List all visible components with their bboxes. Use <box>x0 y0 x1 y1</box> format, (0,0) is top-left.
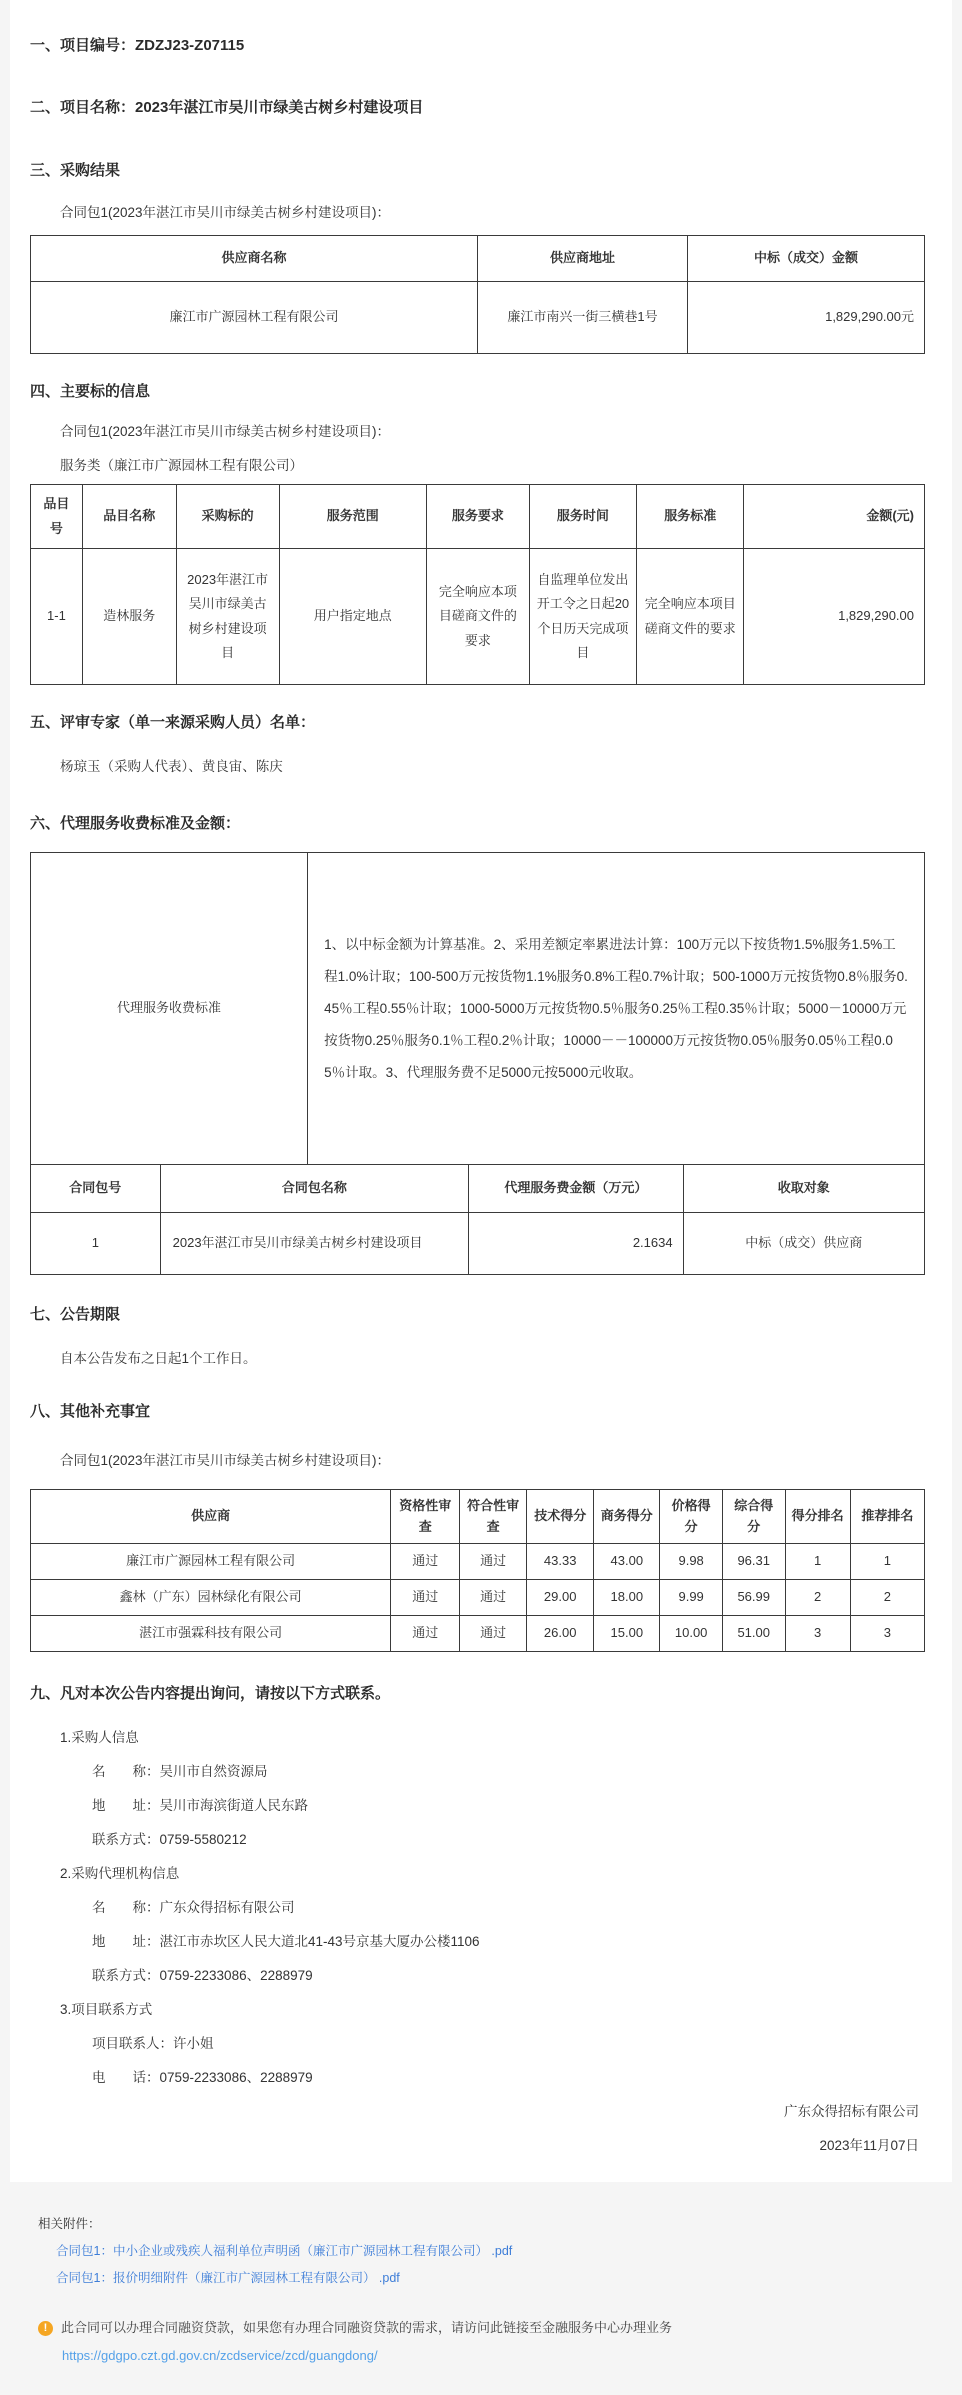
cell-supplier: 廉江市广源园林工程有限公司 <box>31 1544 391 1580</box>
cell-fee-payer: 中标（成交）供应商 <box>683 1213 924 1275</box>
cell-conformity: 通过 <box>460 1544 527 1580</box>
cell-score-rank: 3 <box>785 1616 850 1652</box>
table-row <box>31 1213 925 1275</box>
table-header-row <box>31 485 925 549</box>
cell-score-rank: 2 <box>785 1580 850 1616</box>
th-fee-amount: 代理服务费金额（万元） <box>469 1165 684 1213</box>
signature-block <box>30 2102 925 2156</box>
cell-supplier: 鑫林（广东）园林绿化有限公司 <box>31 1580 391 1616</box>
cell-technical: 43.33 <box>527 1544 594 1580</box>
cell-technical: 29.00 <box>527 1580 594 1616</box>
cell-amount: 1,829,290.00 <box>744 549 925 685</box>
th-service-standard: 服务标准 <box>637 485 744 549</box>
evaluation-table <box>30 1489 925 1652</box>
purchaser-name: 名 称：吴川市自然资源局 <box>92 1764 268 1779</box>
cell-service-standard: 完全响应本项目磋商文件的要求 <box>637 549 744 685</box>
section-heading-agency-fee: 六、代理服务收费标准及金额： <box>30 815 241 832</box>
section-heading-project-name: 二、项目名称：2023年湛江市吴川市绿美古树乡村建设项目 <box>30 99 424 116</box>
project-contact-person: 项目联系人：许小姐 <box>92 2036 214 2051</box>
cell-technical: 26.00 <box>527 1616 594 1652</box>
agency-contact: 联系方式：0759-2233086、2288979 <box>92 1968 313 1983</box>
table-row <box>31 1580 925 1616</box>
subject-table <box>30 484 925 685</box>
cell-business: 18.00 <box>594 1580 660 1616</box>
cell-package-no: 1 <box>31 1213 161 1275</box>
fee-standard-table <box>30 852 925 1165</box>
cell-fee-standard-text: 1、以中标金额为计算基准。2、采用差额定率累进法计算：100万元以下按货物1.5%服务1.5%工程1.0%计取；100-500万元按货物1.1%服务0.8%工程0.7%计取；500-1000万元按货物0.8％服务0.45％工程0.55％计取；1000-5000万元按货物0.5％服务0.25％工程0.35％计取；5000－10000万元按货物0.25％服务0.1％工程0.2％计取；10000－－100000万元按货物0.05％服务0.05％工程0.05％计取。3、代理服务费不足5000元按5000元收取。 <box>308 853 925 1165</box>
cell-recommend-rank: 1 <box>850 1544 924 1580</box>
cell-conformity: 通过 <box>460 1616 527 1652</box>
finance-notice <box>38 2319 942 2365</box>
finance-service-link[interactable]: https://gdgpo.czt.gd.gov.cn/zcdservice/zcd/guangdong/ <box>62 2348 378 2363</box>
signature-company: 广东众得招标有限公司 <box>784 2104 919 2119</box>
th-award-amount: 中标（成交）金额 <box>688 236 925 282</box>
attachment-link-quotation-pdf[interactable]: 合同包1：报价明细附件（廉江市广源园林工程有限公司） .pdf <box>56 2271 400 2285</box>
th-total-score: 综合得分 <box>722 1490 785 1544</box>
th-procurement-subject: 采购标的 <box>176 485 279 549</box>
section-heading-contact: 九、凡对本次公告内容提出询问，请按以下方式联系。 <box>30 1685 391 1702</box>
cell-recommend-rank: 3 <box>850 1616 924 1652</box>
th-service-requirement: 服务要求 <box>427 485 530 549</box>
page-footer <box>0 2182 962 2365</box>
package-line-result: 合同包1(2023年湛江市吴川市绿美古树乡村建设项目)： <box>60 205 391 220</box>
th-qualification-review: 资格性审查 <box>391 1490 460 1544</box>
table-row <box>31 1616 925 1652</box>
table-row <box>31 1544 925 1580</box>
alert-icon: ! <box>38 2321 53 2336</box>
section-heading-subject-info: 四、主要标的信息 <box>30 383 151 400</box>
attachments-label: 相关附件： <box>38 2217 101 2231</box>
th-package-no: 合同包号 <box>31 1165 161 1213</box>
section-heading-experts: 五、评审专家（单一来源采购人员）名单： <box>30 714 316 731</box>
table-row <box>31 853 925 1165</box>
cell-supplier: 湛江市强霖科技有限公司 <box>31 1616 391 1652</box>
cell-price: 10.00 <box>660 1616 723 1652</box>
section-heading-other-matters: 八、其他补充事宜 <box>30 1403 151 1420</box>
signature-date: 2023年11月07日 <box>819 2138 919 2153</box>
cell-recommend-rank: 2 <box>850 1580 924 1616</box>
section-heading-announcement-period: 七、公告期限 <box>30 1306 121 1323</box>
purchaser-address: 地 址：吴川市海滨街道人民东路 <box>92 1798 308 1813</box>
cell-business: 15.00 <box>594 1616 660 1652</box>
th-conformity-review: 符合性审查 <box>460 1490 527 1544</box>
cell-total: 56.99 <box>722 1580 785 1616</box>
cell-conformity: 通过 <box>460 1580 527 1616</box>
cell-qualification: 通过 <box>391 1544 460 1580</box>
purchaser-contact: 联系方式：0759-5580212 <box>92 1832 247 1847</box>
th-business-score: 商务得分 <box>594 1490 660 1544</box>
cell-supplier-name: 廉江市广源园林工程有限公司 <box>31 282 478 354</box>
cell-supplier-address: 廉江市南兴一街三横巷1号 <box>478 282 688 354</box>
table-header-row <box>31 1165 925 1213</box>
purchaser-info-title: 1.采购人信息 <box>60 1730 139 1745</box>
cell-qualification: 通过 <box>391 1580 460 1616</box>
th-supplier: 供应商 <box>31 1490 391 1544</box>
table-header-row <box>31 236 925 282</box>
cell-service-time: 自监理单位发出开工令之日起20个日历天完成项目 <box>529 549 636 685</box>
expert-names: 杨琼玉（采购人代表）、黄良宙、陈庆 <box>60 759 283 774</box>
agency-info-title: 2.采购代理机构信息 <box>60 1866 180 1881</box>
project-contact-phone: 电 话：0759-2233086、2288979 <box>92 2070 313 2085</box>
cell-price: 9.98 <box>660 1544 723 1580</box>
cell-procurement-subject: 2023年湛江市吴川市绿美古树乡村建设项目 <box>176 549 279 685</box>
cell-award-amount: 1,829,290.00元 <box>688 282 925 354</box>
table-header-row <box>31 1490 925 1544</box>
th-recommend-rank: 推荐排名 <box>850 1490 924 1544</box>
th-price-score: 价格得分 <box>660 1490 723 1544</box>
th-item-name: 品目名称 <box>82 485 176 549</box>
th-technical-score: 技术得分 <box>527 1490 594 1544</box>
announcement-period-text: 自本公告发布之日起1个工作日。 <box>60 1351 257 1366</box>
agency-address: 地 址：湛江市赤坎区人民大道北41-43号京基大厦办公楼1106 <box>92 1934 480 1949</box>
cell-service-scope: 用户指定地点 <box>279 549 427 685</box>
package-line-other: 合同包1(2023年湛江市吴川市绿美古树乡村建设项目)： <box>60 1453 391 1468</box>
cell-service-requirement: 完全响应本项目磋商文件的要求 <box>427 549 530 685</box>
cell-score-rank: 1 <box>785 1544 850 1580</box>
category-line: 服务类（廉江市广源园林工程有限公司） <box>60 458 303 473</box>
section-heading-project-number: 一、项目编号：ZDZJ23-Z07115 <box>30 37 245 54</box>
th-score-rank: 得分排名 <box>785 1490 850 1544</box>
announcement-body <box>10 0 952 2182</box>
project-contact-title: 3.项目联系方式 <box>60 2002 153 2017</box>
package-line-subject: 合同包1(2023年湛江市吴川市绿美古树乡村建设项目)： <box>60 424 391 439</box>
fee-package-table <box>30 1164 925 1275</box>
th-item-no: 品目号 <box>31 485 83 549</box>
cell-fee-amount: 2.1634 <box>469 1213 684 1275</box>
attachment-link-declaration-pdf[interactable]: 合同包1：中小企业或残疾人福利单位声明函（廉江市广源园林工程有限公司） .pdf <box>56 2244 513 2258</box>
cell-package-name: 2023年湛江市吴川市绿美古树乡村建设项目 <box>160 1213 468 1275</box>
table-row <box>31 282 925 354</box>
cell-item-name: 造林服务 <box>82 549 176 685</box>
th-amount: 金额(元) <box>744 485 925 549</box>
th-service-time: 服务时间 <box>529 485 636 549</box>
table-row <box>31 549 925 685</box>
cell-total: 51.00 <box>722 1616 785 1652</box>
agency-name: 名 称：广东众得招标有限公司 <box>92 1900 295 1915</box>
th-fee-payer: 收取对象 <box>683 1165 924 1213</box>
cell-business: 43.00 <box>594 1544 660 1580</box>
cell-item-no: 1-1 <box>31 549 83 685</box>
th-supplier-address: 供应商地址 <box>478 236 688 282</box>
section-heading-procurement-result: 三、采购结果 <box>30 162 121 179</box>
cell-total: 96.31 <box>722 1544 785 1580</box>
result-table <box>30 235 925 354</box>
cell-fee-standard-label: 代理服务收费标准 <box>31 853 308 1165</box>
th-supplier-name: 供应商名称 <box>31 236 478 282</box>
th-service-scope: 服务范围 <box>279 485 427 549</box>
th-package-name: 合同包名称 <box>160 1165 468 1213</box>
cell-price: 9.99 <box>660 1580 723 1616</box>
cell-qualification: 通过 <box>391 1616 460 1652</box>
finance-notice-text: 此合同可以办理合同融资贷款，如果您有办理合同融资贷款的需求，请访问此链接至金融服务中心办理业务 <box>61 2320 673 2335</box>
